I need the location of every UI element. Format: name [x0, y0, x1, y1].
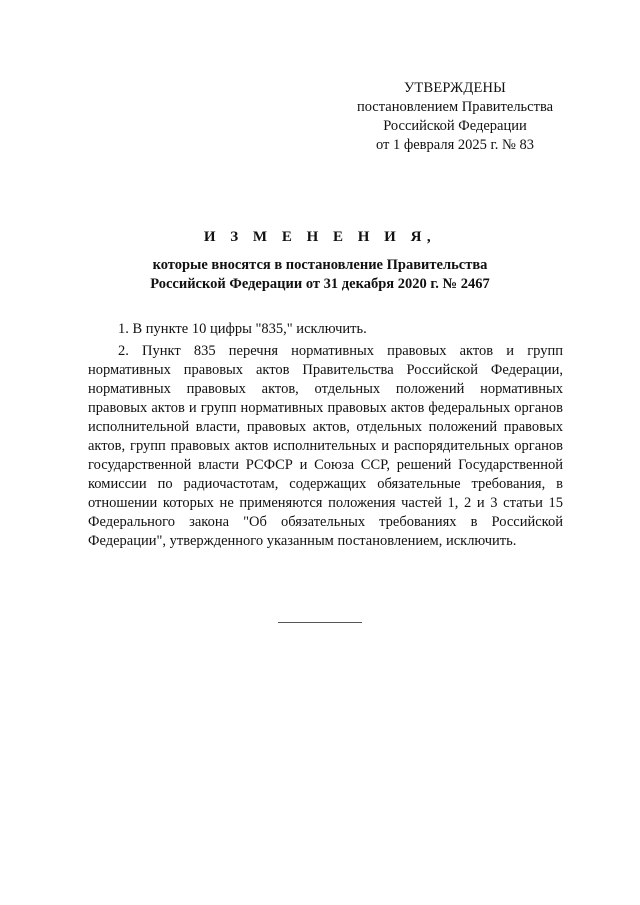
document-subtitle-line-2: Российской Федерации от 31 декабря 2020 г. № 2467 — [150, 276, 490, 292]
closing-separator-line — [278, 622, 362, 623]
approval-line-3: от 1 февраля 2025 г. № 83 — [375, 137, 535, 153]
approval-line-2: Российской Федерации — [383, 118, 527, 134]
paragraph-item-1: 1. В пункте 10 цифры "835," исключить. — [118, 321, 367, 337]
document-subtitle-line-1: которые вносятся в постановление Правительства — [152, 257, 488, 273]
document-heading — [80, 228, 560, 294]
paragraph-item-2: 2. Пункт 835 перечня нормативных правовых актов и групп нормативных правовых актов Правительства Российской Федерации, нормативных правовых актов, отдельных положений нормативных правовых актов и групп нормативных правовых актов федеральных органов исполнительной власти, правовых актов, отдельных положений правовых актов, групп правовых актов исполнительных и распорядительных органов государственной власти РСФСР и Союза ССР, решений Государственной комиссии по радиочастотам, содержащих обязательные требования, в отношении которых не применяются положения частей 1, 2 и 3 статьи 15 Федерального закона "Об обязательных требованиях в Российской Федерации", утвержденного указанным постановлением, исключить. — [88, 343, 563, 549]
document-body — [88, 320, 563, 551]
approval-block — [330, 79, 580, 155]
document-title: И З М Е Н Е Н И Я, — [203, 229, 437, 245]
approval-line-1: постановлением Правительства — [356, 99, 554, 115]
approval-title: УТВЕРЖДЕНЫ — [403, 80, 507, 96]
